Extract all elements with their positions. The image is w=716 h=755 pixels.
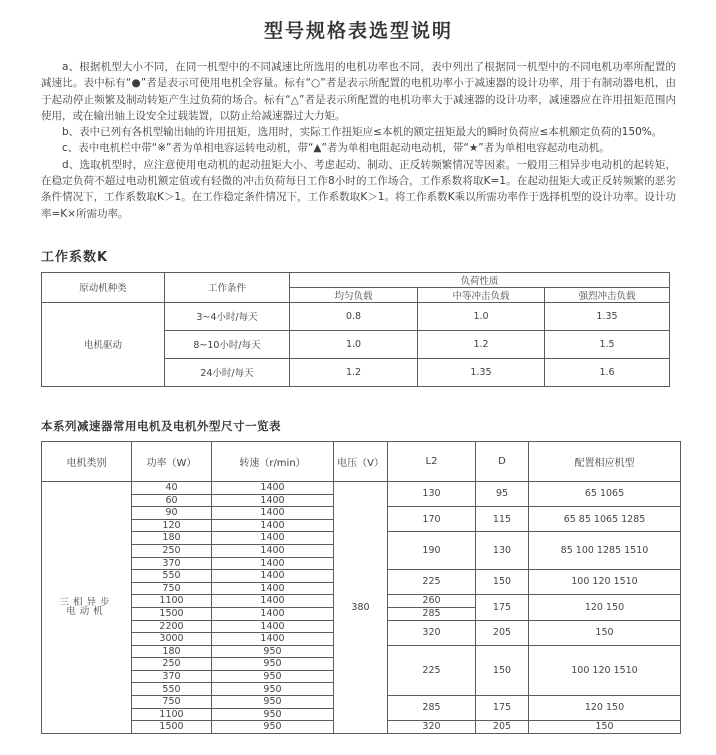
d-cell: 150 [476,645,529,695]
model-cell: 100 120 1510 [529,645,681,695]
d-cell: 130 [476,532,529,570]
d-cell: 150 [476,570,529,595]
power-cell: 250 [132,658,212,671]
power-cell: 1100 [132,708,212,721]
speed-cell: 1400 [212,633,334,646]
table-row [42,302,670,330]
k-header-prime-mover: 原动机种类 [42,272,165,302]
speed-cell: 1400 [212,620,334,633]
speed-cell: 950 [212,721,334,734]
l2-cell: 170 [388,507,476,532]
speed-cell: 950 [212,708,334,721]
motor-header-l2: L2 [388,441,476,481]
motor-header-d: D [476,441,529,481]
l2-cell: 285 [388,696,476,721]
note-paragraph-a: a、根据机型大小不同，在同一机型中的不同减速比所选用的电机功率也不同，表中列出了根据同一机型中的不同电机功率所配置的减速比。表中标有“●”者是表示可使用电机全容量。标有“○”者是表示所配置的电机功率小于减速器的设计功率，用于有制动器电机，由于起动停止频繁及制动转矩产生过负荷的场合。标有“△”者是表示所配置的电机功率大于减速器的设计功率，减速器应在许用扭矩范围内使用，或在输出轴上设安全过载装置，以防止给减速器过大力矩。 [41,61,676,122]
power-cell: 750 [132,582,212,595]
speed-cell: 1400 [212,544,334,557]
k-header-work-condition: 工作条件 [165,272,290,302]
model-cell: 65 85 1065 1285 [529,507,681,532]
k-cell-value: 1.6 [545,358,670,386]
k-cell-value: 1.35 [418,358,545,386]
page-title: 型号规格表选型说明 [263,20,453,42]
note-paragraph-d: d、选取机型时，应注意使用电动机的起动扭矩大小、考虑起动、制动、正反转频繁情况等因素。一般用三相异步电动机的起转矩，在稳定负荷不超过电动机额定值或有轻微的冲击负荷每日工作8小时的工作场合，工作系数将取K=1。在起动扭矩大或正反转频繁的恶劣条件情况下，工作系数取K＞1。在工作稳定条件情况下，工作系数取K＞1。将工作系数K乘以所需功率作于选择机型的设计功率。设计功率=K×所需功率。 [41,158,676,220]
k-cell-value: 1.0 [290,330,418,358]
model-cell: 150 [529,721,681,734]
power-cell: 1100 [132,595,212,608]
power-cell: 1500 [132,607,212,620]
k-cell-condition: 3~4小时/每天 [165,302,290,330]
k-cell-value: 1.35 [545,302,670,330]
speed-cell: 1400 [212,570,334,583]
model-cell: 120 150 [529,696,681,721]
l2-cell: 225 [388,570,476,595]
motor-header-model: 配置相应机型 [529,441,681,481]
model-cell: 120 150 [529,595,681,620]
k-cell-condition: 24小时/每天 [165,358,290,386]
motor-type-line2: 电动机 [66,606,107,618]
power-cell: 60 [132,494,212,507]
power-cell: 550 [132,683,212,696]
power-cell: 40 [132,481,212,494]
motor-header-voltage: 电压（V） [334,441,388,481]
speed-cell: 950 [212,683,334,696]
power-cell: 90 [132,507,212,520]
power-cell: 2200 [132,620,212,633]
motor-header-type: 电机类别 [42,441,132,481]
model-cell: 150 [529,620,681,645]
k-header-strong-shock-load: 强烈冲击负载 [545,287,670,302]
model-cell: 65 1065 [529,481,681,506]
power-cell: 370 [132,557,212,570]
l2-cell: 130 [388,481,476,506]
note-paragraph-b: b、表中已列有各机型输出轴的许用扭矩，选用时，实际工作扭矩应≤本机的额定扭矩最大的瞬时负荷应≤本机额定负荷的150%。 [62,126,663,139]
speed-cell: 950 [212,645,334,658]
power-cell: 750 [132,696,212,709]
model-cell: 85 100 1285 1510 [529,532,681,570]
notes-block [41,59,676,222]
k-cell-condition: 8~10小时/每天 [165,330,290,358]
motor-header-power: 功率（W） [132,441,212,481]
d-cell: 205 [476,620,529,645]
power-cell: 120 [132,519,212,532]
power-cell: 550 [132,570,212,583]
speed-cell: 1400 [212,607,334,620]
k-section-title: 工作系数K [41,249,109,265]
motor-type-cell [42,481,132,733]
l2-cell: 190 [388,532,476,570]
k-header-load-nature: 负荷性质 [290,272,670,287]
d-cell: 175 [476,595,529,620]
speed-cell: 1400 [212,481,334,494]
k-header-uniform-load: 均匀负载 [290,287,418,302]
k-header-medium-shock-load: 中等冲击负载 [418,287,545,302]
motor-header-speed: 转速（r/min） [212,441,334,481]
power-cell: 250 [132,544,212,557]
speed-cell: 950 [212,696,334,709]
k-cell-value: 1.5 [545,330,670,358]
l2-cell: 320 [388,721,476,734]
power-cell: 1500 [132,721,212,734]
note-paragraph-c: c、表中电机栏中带“※”者为单相电容运转电动机，带“▲”者为单相电阻起动电动机，带“★”者为单相电容起动电动机。 [62,142,610,155]
work-coefficient-table [41,272,670,387]
d-cell: 175 [476,696,529,721]
k-cell-value: 1.2 [418,330,545,358]
d-cell: 115 [476,507,529,532]
speed-cell: 1400 [212,532,334,545]
speed-cell: 1400 [212,519,334,532]
model-cell: 100 120 1510 [529,570,681,595]
voltage-cell: 380 [334,481,388,733]
motor-type-line1: 三相异步 [59,596,114,608]
table-row [42,481,681,494]
power-cell: 3000 [132,633,212,646]
k-cell-value: 1.0 [418,302,545,330]
speed-cell: 1400 [212,557,334,570]
k-cell-value: 0.8 [290,302,418,330]
l2-cell: 260 [388,595,476,608]
speed-cell: 1400 [212,494,334,507]
motor-dimension-table [41,441,681,734]
speed-cell: 1400 [212,507,334,520]
speed-cell: 950 [212,658,334,671]
power-cell: 370 [132,670,212,683]
d-cell: 95 [476,481,529,506]
speed-cell: 950 [212,670,334,683]
motor-section-title: 本系列减速器常用电机及电机外型尺寸一览表 [41,418,281,433]
l2-cell: 285 [388,607,476,620]
k-cell-value: 1.2 [290,358,418,386]
l2-cell: 225 [388,645,476,695]
d-cell: 205 [476,721,529,734]
k-cell-prime-mover: 电机驱动 [42,302,165,386]
speed-cell: 1400 [212,595,334,608]
power-cell: 180 [132,645,212,658]
speed-cell: 1400 [212,582,334,595]
power-cell: 180 [132,532,212,545]
l2-cell: 320 [388,620,476,645]
